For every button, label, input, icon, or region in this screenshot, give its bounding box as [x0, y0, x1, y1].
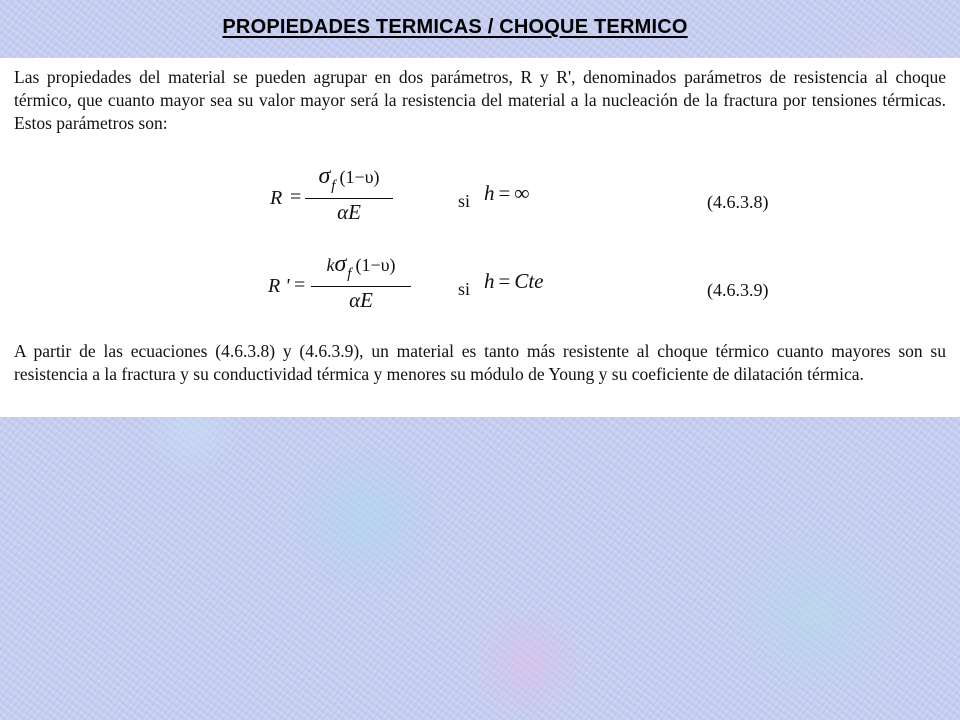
- subscript-f: f: [347, 266, 352, 282]
- slide-title: PROPIEDADES TERMICAS / CHOQUE TERMICO: [222, 16, 688, 38]
- fraction-bar: [305, 198, 393, 199]
- equals-sign: =: [294, 274, 306, 296]
- equation-number: (4.6.3.9): [707, 280, 769, 300]
- equation-R-prime: [0, 251, 960, 311]
- sigma-symbol: σ: [334, 251, 347, 277]
- conclusion-paragraph: A partir de las ecuaciones (4.6.3.8) y (4.6.3.9), un material es tanto más resistente al choque térmico cuanto mayores son su resistencia a la fractura y su conductividad térmica y menores su módulo de Young y su coeficiente de dilatación térmica.: [14, 341, 946, 384]
- condition: [484, 181, 529, 206]
- poisson-term: (1−υ): [355, 255, 396, 275]
- condition-value: ∞: [514, 181, 530, 205]
- subscript-f: f: [331, 178, 336, 194]
- condition-var: h: [484, 181, 495, 205]
- denominator: αE: [349, 288, 373, 312]
- fraction-bar: [311, 286, 411, 287]
- k-symbol: k: [326, 255, 335, 275]
- numerator: [311, 251, 411, 282]
- sigma-symbol: σ: [318, 163, 331, 189]
- condition-var: h: [484, 269, 495, 293]
- condition-op: =: [498, 181, 511, 205]
- equation-lhs: R ': [268, 275, 290, 297]
- condition-value: Cte: [514, 269, 544, 293]
- condition: [484, 269, 544, 294]
- condition-word: si: [458, 191, 471, 211]
- denominator: αE: [337, 200, 361, 224]
- content-panel: [0, 58, 960, 417]
- equation-lhs: R: [270, 187, 283, 209]
- equals-sign: =: [290, 186, 302, 208]
- equation-R: [0, 163, 960, 223]
- equation-number: (4.6.3.8): [707, 192, 769, 212]
- poisson-term: (1−υ): [339, 167, 380, 187]
- numerator: [305, 163, 393, 194]
- condition-word: si: [458, 279, 471, 299]
- intro-paragraph: Las propiedades del material se pueden agrupar en dos parámetros, R y R', denominados parámetros de resistencia al choque térmico, que cuanto mayor sea su valor mayor será la resistencia del material a la nucleación de la fractura por tensiones térmicas. Estos parámetros son:: [14, 67, 946, 133]
- condition-op: =: [498, 269, 511, 293]
